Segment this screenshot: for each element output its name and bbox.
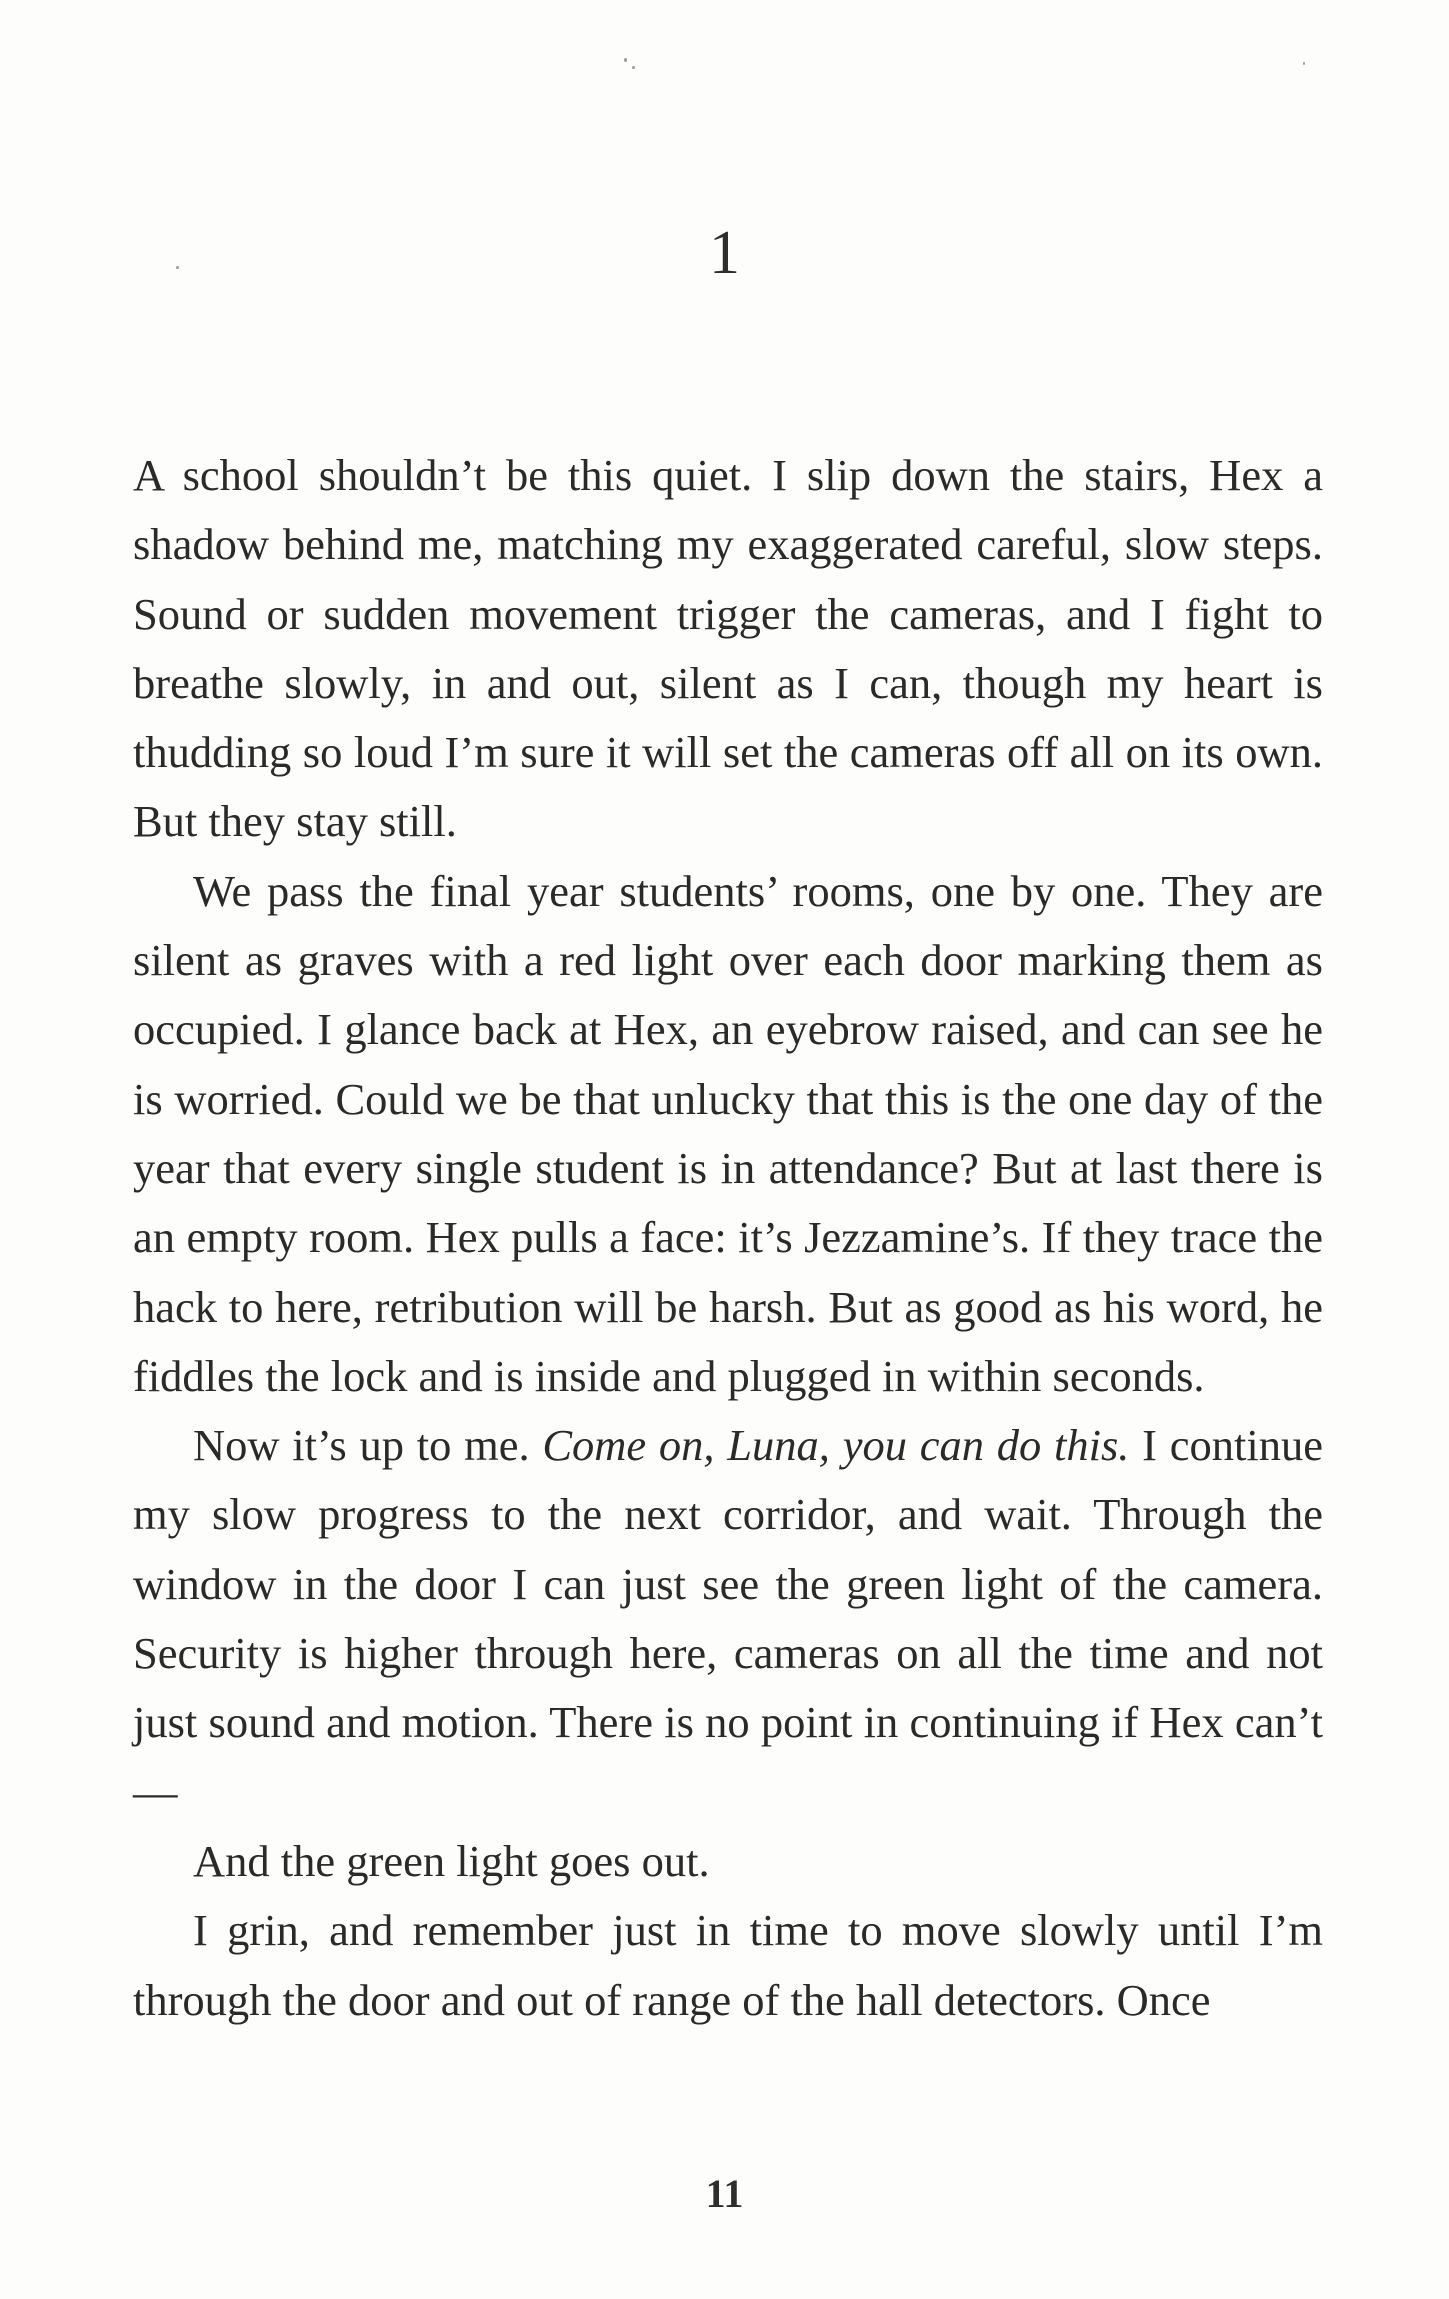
print-speck: [632, 66, 635, 69]
italic-text: Come on, Luna, you can do this.: [542, 1420, 1130, 1471]
text-run: Now it’s up to me.: [193, 1420, 543, 1471]
chapter-number: 1: [709, 219, 740, 287]
text-run: I grin, and remember just in time to move slowly until I’m through the door and out of range of the hall detectors. Once: [133, 1905, 1323, 2025]
paragraph: [133, 1827, 1323, 1896]
text-run: I continue my slow progress to the next corridor, and wait. Through the window in the door I can just see the green light of the camera. Security is higher through here, cameras on all the time and not just sound and motion. There is no point in continuing if Hex can’t—: [133, 1420, 1323, 1817]
print-speck: [624, 58, 627, 62]
page-number: 11: [705, 2171, 744, 2216]
body-text: [133, 441, 1323, 2035]
paragraph: [133, 1896, 1323, 2035]
paragraph: [133, 857, 1323, 1411]
print-speck: [1303, 62, 1305, 65]
paragraph: [133, 1411, 1323, 1827]
text-run: We pass the final year students’ rooms, one by one. They are silent as graves with a red light over each door marking them as occupied. I glance back at Hex, an eyebrow raised, and can see he is worried. Could we be that unlucky that this is the one day of the year that every single student is in attendance? But at last there is an empty room. Hex pulls a face: it’s Jezzamine’s. If they trace the hack to here, retribution will be harsh. But as good as his word, he fiddles the lock and is inside and plugged in within seconds.: [133, 865, 1323, 1401]
text-run: And the green light goes out.: [193, 1835, 710, 1886]
paragraph: [133, 441, 1323, 857]
text-run: A school shouldn’t be this quiet. I slip down the stairs, Hex a shadow behind me, matching my exaggerated careful, slow steps. Sound or sudden movement trigger the cameras, and I fight to breathe slowly, in and out, silent as I can, though my heart is thudding so loud I’m sure it will set the cameras off all on its own. But they stay still.: [133, 450, 1323, 847]
